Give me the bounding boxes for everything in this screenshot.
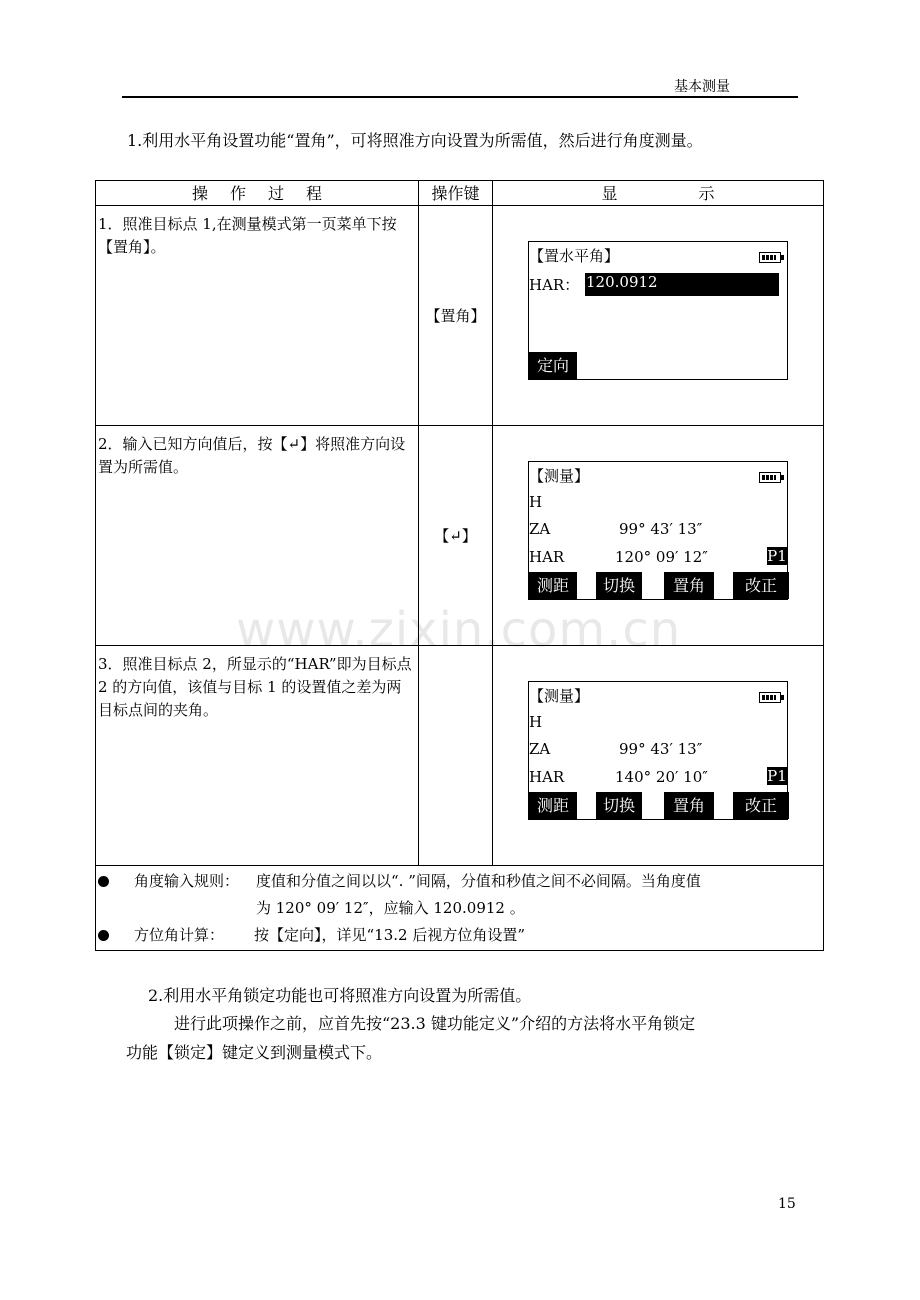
paragraph-3-line2: 功能【锁定】键定义到测量模式下。 (126, 1043, 383, 1062)
bullet-icon (98, 930, 109, 941)
header-procedure-char: 操 (191, 184, 208, 203)
header-display-char: 显 (601, 184, 618, 203)
header-key: 操作键 (419, 181, 493, 206)
note-text: 为 120° 09′ 12″，应输入 120.0912 。 (256, 899, 525, 917)
paragraph-2: 2.利用水平角锁定功能也可将照准方向设置为所需值。 (148, 986, 532, 1005)
har-value: 120° 09′ 12″ (615, 548, 708, 566)
za-value: 99° 43′ 13″ (619, 740, 703, 758)
key-label: 【置角】 (419, 206, 493, 426)
screen-title: 【置水平角】 (529, 247, 620, 265)
page-indicator: P1 (767, 767, 787, 785)
har-value: 140° 20′ 10″ (615, 768, 708, 786)
bullet-icon (98, 876, 109, 887)
har-label: HAR： (529, 276, 580, 294)
header-rule (122, 96, 798, 98)
battery-icon (759, 252, 781, 263)
header-procedure-char: 过 (268, 184, 285, 203)
softkey-switch[interactable]: 切换 (596, 792, 642, 819)
intro-paragraph: 1.利用水平角设置功能“置角”，可将照准方向设置为所需值，然后进行角度测量。 (127, 131, 703, 150)
header-display (493, 181, 824, 206)
softkey-correction[interactable]: 改正 (733, 572, 789, 599)
lcd-screen (528, 681, 788, 820)
paragraph-3-line1: 进行此项操作之前，应首先按“23.3 键功能定义”介绍的方法将水平角锁定 (174, 1014, 696, 1033)
table-header-row (96, 181, 824, 206)
notes (96, 866, 823, 950)
softkey-set-angle[interactable]: 置角 (664, 792, 714, 819)
note-label: 方位角计算： (134, 926, 225, 944)
step-text: 2．输入已知方向值后，按【↵】将照准方向设置为所需值。 (98, 435, 406, 476)
battery-icon (759, 472, 781, 483)
note-text: 度值和分值之间以以“. ”间隔，分值和秒值之间不必间隔。当角度值 (256, 872, 701, 890)
softkey-measure[interactable]: 测距 (529, 572, 577, 599)
step-text: 3．照准目标点 2，所显示的“HAR”即为目标点 2 的方向值，该值与目标 1 的设置值之差为两目标点间的夹角。 (98, 655, 412, 719)
h-label: H (529, 713, 543, 731)
note-label: 角度输入规则： (134, 872, 240, 890)
za-label: ZA (529, 520, 551, 538)
za-value: 99° 43′ 13″ (619, 520, 703, 538)
battery-icon (759, 692, 781, 703)
running-header: 基本测量 (674, 79, 730, 95)
notes-row (96, 866, 824, 951)
screen-title: 【测量】 (529, 687, 590, 705)
operation-table (95, 180, 824, 951)
header-procedure-char: 程 (306, 184, 323, 203)
softkey-correction[interactable]: 改正 (733, 792, 789, 819)
softkey-measure[interactable]: 测距 (529, 792, 577, 819)
header-display-char: 示 (698, 184, 715, 203)
za-label: ZA (529, 740, 551, 758)
table-row (96, 646, 824, 866)
header-procedure (96, 181, 419, 206)
har-label: HAR (529, 768, 565, 786)
table-row (96, 206, 824, 426)
softkey-set-angle[interactable]: 置角 (664, 572, 714, 599)
watermark: www.zixin.com.cn (236, 602, 682, 658)
page-number: 15 (778, 1196, 796, 1212)
key-label (419, 646, 493, 866)
screen-title: 【测量】 (529, 467, 590, 485)
note-text: 按【定向】，详见“13.2 后视方位角设置” (254, 926, 526, 944)
enter-key-label: 【↵】 (419, 426, 493, 646)
softkey-orient[interactable]: 定向 (529, 352, 577, 379)
header-procedure-char: 作 (229, 184, 246, 203)
lcd-screen (528, 461, 788, 600)
har-label: HAR (529, 548, 565, 566)
h-label: H (529, 493, 543, 511)
har-input-field[interactable]: 120.0912 (585, 273, 779, 296)
lcd-screen (528, 241, 788, 380)
step-text: 1．照准目标点 1,在测量模式第一页菜单下按【置角】。 (98, 215, 397, 256)
page-indicator: P1 (767, 547, 787, 565)
softkey-switch[interactable]: 切换 (596, 572, 642, 599)
